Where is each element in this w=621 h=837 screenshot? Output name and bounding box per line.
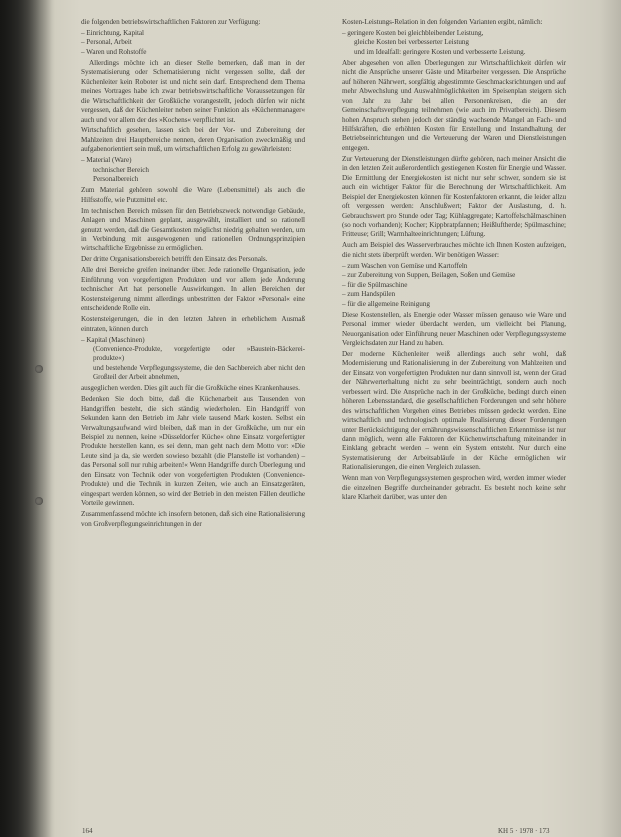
paragraph: Im technischen Bereich müssen für den Betriebszweck notwendige Gebäude, Anlagen und Maschinen geplant, ausgewählt, installiert und so rationell genutzt werden, daß die Gesamtkosten möglichst niedrig gehalten werden, um in Verbindung mit ausgewogenen und rationellen Ordnungsprinzipien wirtschaftliche Ergebnisse zu ermöglichen. (81, 206, 305, 253)
paragraph: Der dritte Organisationsbereich betrifft den Einsatz des Personals. (81, 255, 268, 264)
paragraph: Wenn man von Verpflegungssystemen gesprochen wird, werden immer wieder die einzelnen Begriffe durcheinander gebracht. Es besteht noch keine sehr klare Klarheit darüber, was unter den (342, 474, 566, 502)
list-item: und im Idealfall: geringere Kosten und verbesserte Leistung. (354, 47, 526, 56)
list-item: – geringere Kosten bei gleichbleibender Leistung, (342, 28, 484, 37)
list-item: – zur Zubereitung von Suppen, Beilagen, Soßen und Gemüse (342, 271, 516, 280)
list-item: – für die Spülmaschine (342, 280, 408, 289)
list-item: technischer Bereich (93, 165, 149, 174)
punch-hole (35, 365, 43, 373)
bullet-list (342, 262, 566, 309)
left-text-column (81, 18, 305, 531)
bullet-list (342, 29, 566, 57)
list-item: (Convenience-Produkte, vorgefertigte oder »Baustein-Bäckerei-produkte«) (93, 344, 305, 363)
paragraph: Bedenken Sie doch bitte, daß die Küchenarbeit aus Tausenden von Handgriffen besteht, die sich ständig wiederholen. Ein Handgriff von Sekunden kann den Betrieb im Jahr viele tausend Mark kosten. Selbst ein Verwaltungsaufwand wird bleiben, daß man in der Großküche, um nur ein Beispiel zu nennen, keine »Düsseldorfer Küche« ohne Einsatz vorgefertigter Produkte herstellen kann, es sei denn, man geht nach dem Motto vor: »Die Leute sind ja da, sie werden sowieso bezahlt (die Planstelle ist vorhanden) – das Personal soll nur ruhig arbeiten!« Wenn Handgriffe durch Überlegung und den Einsatz von Technik oder von vorgefertigten Produkten (Convenience-Produkte) und die Technik in kurzen Zeiten, wie auch an Einsatzgeräten, eingespart werden können, so wird der Betrieb in den meisten Fällen deutliche Vorteile gewinnen. (81, 395, 305, 508)
paragraph: Kosten-Leistungs-Relation in den folgenden Varianten ergibt, nämlich: (342, 18, 543, 26)
right-text-column (342, 18, 566, 504)
list-item: gleiche Kosten bei verbesserter Leistung (354, 38, 469, 47)
paragraph: Zusammenfassend möchte ich insofern betonen, daß sich eine Rationalisierung von Großverpflegungseinrichtungen in der (81, 510, 305, 528)
paragraph: Diese Kostenstellen, als Energie oder Wasser müssen genauso wie Ware und Personal immer wieder überdacht werden, um vielleicht bei Planung, Neuorganisation oder Einführung neuer Maschinen oder Verpflegungssysteme Vergleichsdaten zur Hand zu haben. (342, 310, 566, 347)
paragraph: Aber abgesehen von allen Überlegungen zur Wirtschaftlichkeit dürfen wir nicht die Ansprüche unserer Gäste und Mitarbeiter vergessen. Die Ansprüche auf höheren Nährwert, sorgfältig abgestimmte Geschmacksrichtungen und auf mehr Abwechslung und Auswahlmöglichkeiten im Speisenplan steigern sich von Jahr zu Jahr bei allen Personenkreisen, die an der Gemeinschaftsverpflegung teilnehmen (wie auch im Privatbereich). Diesem hohen Anspruch stehen jedoch der ständig wachsende Mangel an Fach- und Hilfskräften, die erhöhten Kosten für Erstellung und Instandhaltung der Betriebseinrichtungen und die Verteuerung der Waren und Dienstleistungen entgegen. (342, 58, 566, 152)
list-item: – zum Handspülen (342, 290, 396, 299)
paragraph: Alle drei Bereiche greifen ineinander über. Jede rationelle Organisation, jede Einführung von vorgefertigten Produkten und vor allem jede Änderung technischer Art hat personelle Auswirkungen. In allen Bereichen der Kostensteigerung nimmt allerdings unbestritten der Faktor »Personal« eine entscheidende Rolle ein. (81, 266, 305, 313)
list-item: – Einrichtung, Kapital (81, 28, 144, 37)
paragraph: Auch am Beispiel des Wasserverbrauches möchte ich Ihnen Kosten aufzeigen, die nicht stets überprüft werden. Wir benötigen Wasser: (342, 241, 566, 259)
list-item: – für die allgemeine Reinigung (342, 299, 430, 308)
paragraph: Der moderne Küchenleiter weiß allerdings auch sehr wohl, daß Modernisierung und Rationalisierung in der Zubereitung von Mahlzeiten und der Einsatz von vorgefertigten Produkten nur dann sinnvoll ist, wenn der Grad der Nährwerterhaltung nicht zu sehr beeinträchtigt, sondern auch noch verbessert wird. Die Ansprüche nach in der Großküche, bedingt durch einen höheren Lebensstandard, die gesellschaftlichen Forderungen und sehr höhere des wirtschaftlichen Vorgehen eines Betriebes müssen gedeckt werden. Eine wirtschaftlich und technologisch optimale Realisierung dieser Forderungen unter Berücksichtigung der ernährungswissenschaftlichen Erkenntnisse ist nur dann möglich, wenn alle Faktoren der Küchenwirtschaftung miteinander in Einklang gebracht werden – wenn ein System entsteht. Nur durch eine Systematisierung der Arbeitsabläufe in der Küche ermöglichen wir Rationalisierungen, die einen Vergleich zulassen. (342, 349, 566, 472)
paragraph: Zur Verteuerung der Dienstleistungen dürfte gehören, nach meiner Ansicht die in den letzten Zeit außerordentlich gestiegenen Kosten für Energie und Wasser. Die Ermittlung der Energiekosten ist nicht nur sehr schwer, sondern sie ist auch ein wichtiger Faktor für die Berechnung der Wirtschaftlichkeit. Am Beispiel der Energiekosten können für Kostenfaktoren erkannt, die leider allzu oft vergessen werden: Anschlußwert; Faktor der Auslastung, d. h. Gebrauchswert pro Stunde oder Tag; Kühlaggregate; Kartoffelschälmaschinen (so noch vorhanden); Kocher; Kippbratpfannen; Heißluftherde; Spülmaschine; Fritteuse; Grill; Warmhalteeinrichtungen; Lüftung. (342, 154, 566, 239)
page-binding-shadow (0, 0, 55, 837)
list-item: – zum Waschen von Gemüse und Kartoffeln (342, 261, 468, 270)
list-item: – Material (Ware) (81, 156, 132, 165)
paragraph: Kostensteigerungen, die in den letzten Jahren in erheblichem Ausmaß eintraten, können durch (81, 315, 305, 333)
list-item: Personalbereich (93, 175, 139, 184)
punch-hole (35, 497, 43, 505)
page-number: 164 (82, 827, 93, 835)
paragraph: Allerdings möchte ich an dieser Stelle bemerken, daß man in der Systematisierung oder Schematisierung nicht vergessen sollte, daß der Küchenleiter kein Roboter ist und nicht sein darf. Entsprechend dem Thema meines Vortrages habe ich zwar betriebswirtschaftliche Voraussetzungen für die Wirtschaftlichkeit der Großküche vorangestellt, jedoch dürfen wir nicht vergessen, daß der Küchenleiter neben seiner Funktion als »Küchenmanager« auch und vor allem der des »Kochens« verpflichtet ist. (81, 58, 305, 124)
list-item: – Personal, Arbeit (81, 38, 132, 47)
list-item: – Waren und Rohstoffe (81, 47, 147, 56)
paragraph: ausgeglichen werden. Dies gilt auch für die Großküche eines Krankenhauses. (81, 384, 300, 393)
bullet-list (81, 29, 305, 57)
bullet-list (81, 336, 305, 383)
journal-reference: KH 5 · 1978 · 173 (498, 827, 550, 835)
bullet-list (81, 156, 305, 184)
paragraph: Zum Material gehören sowohl die Ware (Lebensmittel) als auch die Hilfsstoffe, wie Putzmittel etc. (81, 186, 305, 204)
list-item: und bestehende Verpflegungssysteme, die den Sachbereich aber nicht den Großteil der Arbeit abnehmen, (93, 363, 305, 382)
list-item: – Kapital (Maschinen) (81, 335, 145, 344)
paragraph: Wirtschaftlich gesehen, lassen sich bei der Vor- und Zubereitung der Mahlzeiten drei Hauptbereiche nennen, deren Organisation zweckmäßig und aufgabenorientiert sein muß, um wirtschaftlichen Erfolg zu gewährleisten: (81, 126, 305, 154)
paragraph: die folgenden betriebswirtschaftlichen Faktoren zur Verfügung: (81, 18, 261, 26)
